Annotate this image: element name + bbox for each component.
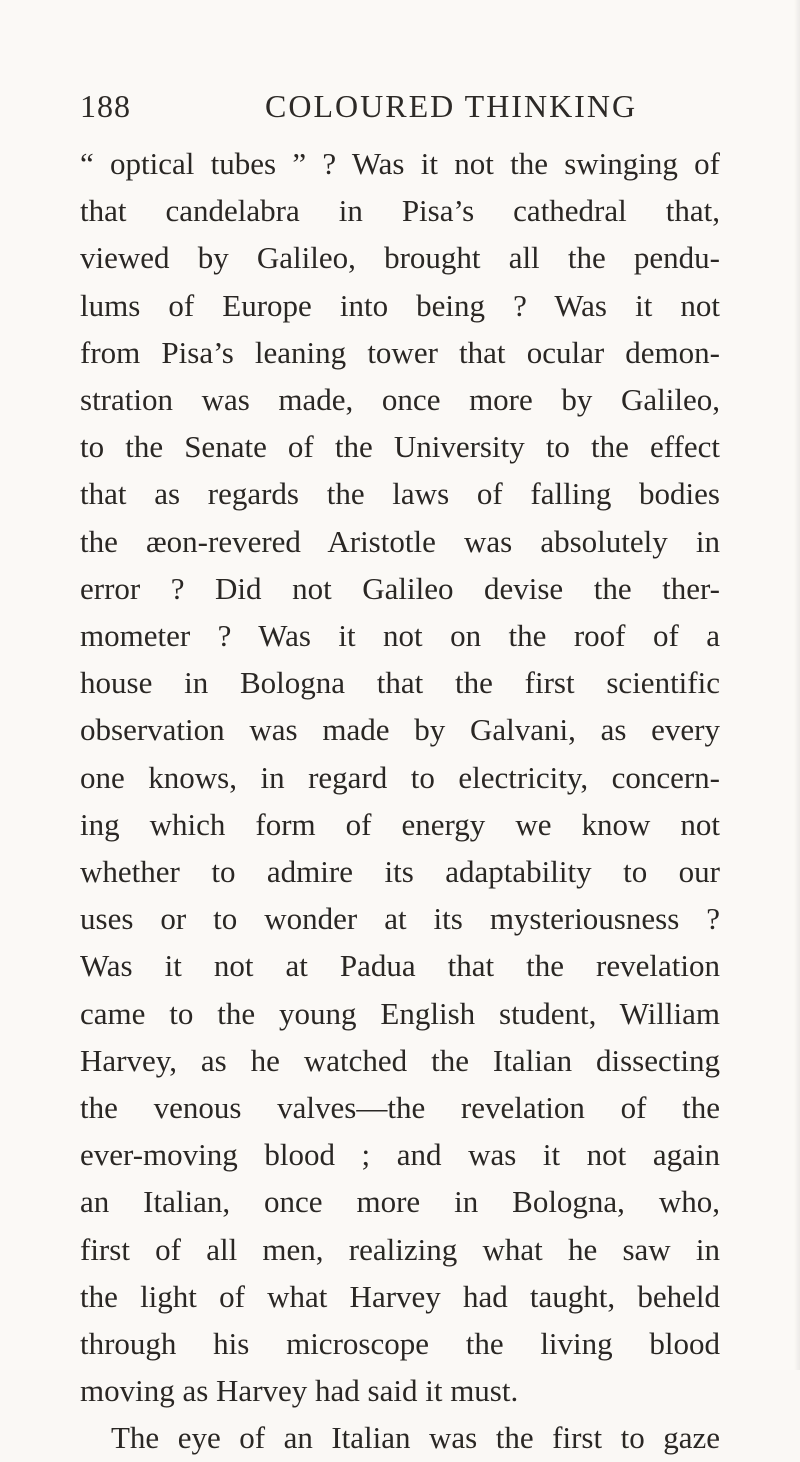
text-line: one knows, in regard to electricity, concern- [80,759,720,795]
text-line: ever-moving blood ; and was it not again [80,1137,720,1173]
text-line: the venous valves—the revelation of the [80,1090,720,1126]
text-line: Harvey, as he watched the Italian dissecting [80,1042,720,1078]
page-edge-shadow [794,0,800,1370]
text-line: from Pisa’s leaning tower that ocular demon- [80,334,720,370]
text-line: the light of what Harvey had taught, beheld [80,1278,720,1314]
text-line: error ? Did not Galileo devise the ther- [80,570,720,606]
text-line: stration was made, once more by Galileo, [80,382,720,418]
text-line: to the Senate of the University to the effect [80,429,720,465]
body-text [80,140,720,1462]
text-line: uses or to wonder at its mysteriousness ? [80,901,720,937]
text-line: Was it not at Padua that the revelation [80,948,720,984]
text-line: “ optical tubes ” ? Was it not the swinging of [80,146,720,181]
text-line: moving as Harvey had said it must. [80,1373,519,1409]
text-line: The eye of an Italian was the first to gaze [111,1420,720,1456]
text-line: whether to admire its adaptability to our [80,854,720,890]
page-header [80,88,720,128]
text-line: came to the young English student, William [80,995,720,1031]
text-line: first of all men, realizing what he saw in [80,1231,720,1267]
text-line: viewed by Galileo, brought all the pendu- [80,240,720,276]
text-line: that as regards the laws of falling bodies [80,476,720,512]
text-line: lums of Europe into being ? Was it not [80,287,720,323]
running-title: COLOURED THINKING [265,88,638,124]
text-line: that candelabra in Pisa’s cathedral that, [80,193,720,229]
text-line: the æon-revered Aristotle was absolutely in [80,523,720,559]
text-line: observation was made by Galvani, as every [80,712,720,748]
text-line: mometer ? Was it not on the roof of a [80,618,720,654]
text-line: through his microscope the living blood [80,1326,720,1362]
text-line: an Italian, once more in Bologna, who, [80,1184,720,1220]
text-line: ing which form of energy we know not [80,806,720,842]
page-number: 188 [80,88,131,124]
text-line: house in Bologna that the first scientific [80,665,720,701]
